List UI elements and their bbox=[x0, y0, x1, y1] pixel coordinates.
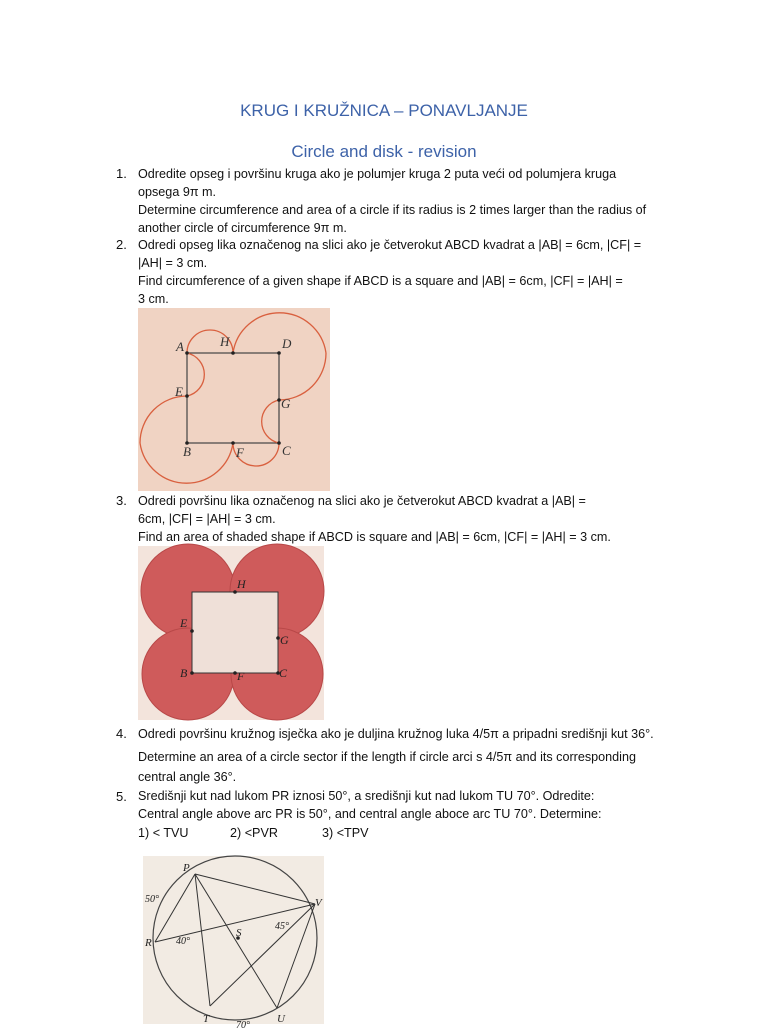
task-1-line-1: Odredite opseg i površinu kruga ako je polumjer kruga 2 puta veći od polumjera kruga bbox=[138, 167, 617, 181]
fig1-label-h: H bbox=[220, 334, 230, 349]
fig3-angle-45: 45° bbox=[275, 921, 289, 932]
fig3-label-u: U bbox=[277, 1013, 285, 1025]
task-3-line-1: Odredi površinu lika označenog na slici ako je četverokut ABCD kvadrat a |AB| = bbox=[138, 494, 586, 508]
task-2-line-3: Find circumference of a given shape if ABCD is a square and |AB| = 6cm, |CF| = |AH| = bbox=[138, 274, 623, 288]
fig2-label-c: C bbox=[279, 666, 288, 680]
fig3-angle-40: 40° bbox=[176, 936, 190, 947]
fig2-label-e: E bbox=[180, 616, 188, 630]
task-3-line-2: 6cm, |CF| = |AH| = 3 cm. bbox=[138, 512, 276, 526]
fig3-angle-50: 50° bbox=[145, 894, 159, 905]
fig3-label-r: R bbox=[145, 937, 152, 949]
task-5-subitem-2: 2) <PVR bbox=[230, 826, 278, 840]
fig1-label-g: G bbox=[281, 396, 291, 411]
fig2-label-g: G bbox=[280, 633, 289, 647]
fig3-label-t: T bbox=[203, 1013, 210, 1025]
task-5-line-1: Središnji kut nad lukom PR iznosi 50°, a središnji kut nad lukom TU 70°. Odredite: bbox=[138, 789, 595, 803]
fig1-label-b: B bbox=[183, 444, 191, 459]
task-1-line-2: opsega 9π m. bbox=[138, 185, 216, 199]
fig3-label-p: P bbox=[183, 862, 190, 874]
fig2-label-b: B bbox=[180, 666, 188, 680]
task-2-line-2: |AH| = 3 cm. bbox=[138, 256, 208, 270]
task-4-line-3: central angle 36°. bbox=[138, 770, 237, 784]
document-title: KRUG I KRUŽNICA – PONAVLJANJE bbox=[240, 101, 528, 120]
fig1-label-a: A bbox=[176, 339, 184, 354]
fig2-label-f: F bbox=[237, 669, 245, 683]
fig1-label-d: D bbox=[282, 336, 292, 351]
task-3-number: 3. bbox=[116, 493, 127, 508]
task-2-line-1: Odredi opseg lika označenog na slici ako je četverokut ABCD kvadrat a |AB| = 6cm, |CF| = bbox=[138, 238, 642, 252]
task-2-line-4: 3 cm. bbox=[138, 292, 169, 306]
fig3-label-s: S bbox=[236, 927, 242, 939]
task-2-number: 2. bbox=[116, 237, 127, 252]
fig3-angle-70: 70° bbox=[236, 1020, 250, 1029]
fig1-label-c: C bbox=[282, 443, 291, 458]
task-5-subitem-1: 1) < TVU bbox=[138, 826, 189, 840]
task-4-line-2: Determine an area of a circle sector if the length if circle arci s 4/5π and its corresponding bbox=[138, 750, 636, 764]
document-subtitle: Circle and disk - revision bbox=[291, 142, 477, 161]
figure-circle-angles bbox=[143, 856, 324, 1029]
task-1-line-4: another circle of circumference 9π m. bbox=[138, 221, 347, 235]
fig1-label-e: E bbox=[175, 384, 183, 399]
task-5-subitem-3: 3) <TPV bbox=[322, 826, 369, 840]
task-4-number: 4. bbox=[116, 726, 127, 741]
fig2-label-h: H bbox=[237, 577, 246, 591]
task-4-line-1: Odredi površinu kružnog isječka ako je duljina kružnog luka 4/5π a pripadni središnji kut 36°. bbox=[138, 727, 654, 741]
task-1-line-3: Determine circumference and area of a circle if its radius is 2 times larger than the radius of bbox=[138, 203, 647, 217]
task-5-line-2: Central angle above arc PR is 50°, and central angle aboce arc TU 70°. Determine: bbox=[138, 807, 602, 821]
task-5-number: 5. bbox=[116, 789, 127, 804]
task-3-line-3: Find an area of shaded shape if ABCD is square and |AB| = 6cm, |CF| = |AH| = 3 cm. bbox=[138, 530, 611, 544]
figure-square-arcs bbox=[138, 308, 330, 491]
fig1-label-f: F bbox=[236, 445, 244, 460]
task-1-number: 1. bbox=[116, 166, 127, 181]
fig3-label-v: V bbox=[315, 897, 322, 909]
figure-shaded-shape bbox=[138, 546, 324, 720]
